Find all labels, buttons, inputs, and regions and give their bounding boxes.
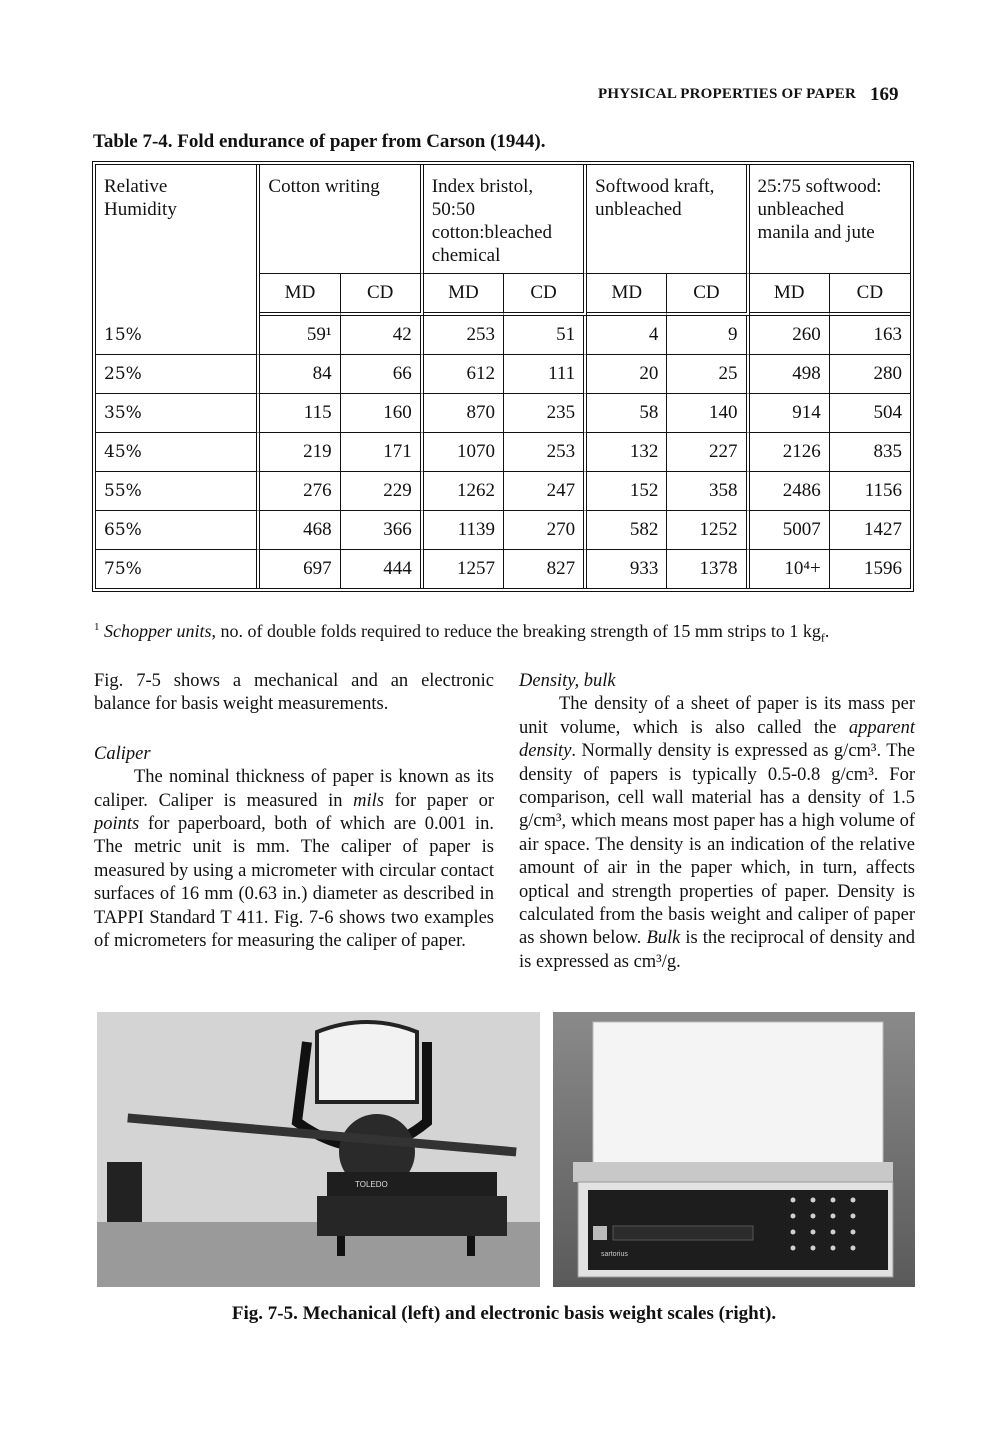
table-cell: 1596 [864, 558, 902, 579]
text-run-italic: Bulk [646, 928, 681, 949]
table-row [96, 472, 910, 511]
group-header-index-bristol: Index bristol, 50:50 cotton:bleached chemical [424, 165, 587, 274]
table-cell: 160 [341, 394, 424, 433]
section-heading-caliper: Caliper [94, 743, 151, 764]
table-cell: 1427 [830, 511, 910, 550]
toledo-label: TOLEDO [355, 1180, 388, 1189]
table-cell: 444 [341, 550, 424, 588]
sartorius-label: sartorius [601, 1251, 628, 1258]
table-cell: 59¹ [260, 316, 340, 355]
paragraph-caliper [94, 766, 494, 953]
text-run: The density of a sheet of paper is its mass per unit volume, which is also called the [519, 694, 915, 738]
table-cell: 1070 [424, 433, 504, 472]
mechanical-scale-illustration [97, 1012, 540, 1287]
row-label: 25% [96, 355, 260, 394]
table-cell: 42 [341, 316, 424, 355]
table-cell: 140 [667, 394, 749, 433]
sub-header: MD [587, 274, 667, 316]
table-cell: 227 [667, 433, 749, 472]
table-cell: 115 [260, 394, 340, 433]
sub-header: MD [260, 274, 340, 316]
text-run: . Normally density is expressed as g/cm³. The density of papers is typically 0.5-0.8 g/cm³. For comparison, cell wall material has a density of 1.5 g/cm³, which means most paper has a high volume of air space. The density is an indication of the relative amount of air in the paper which, in turn, affects optical and strength properties of paper. Density is calculated from the basis weight and caliper of paper as shown below. [519, 741, 915, 949]
table-cell: 247 [504, 472, 587, 511]
table-cell: 2126 [750, 433, 830, 472]
table-cell: 498 [750, 355, 830, 394]
table-cell: 20 [587, 355, 667, 394]
sub-header: CD [341, 274, 424, 316]
table-cell: 260 [750, 316, 830, 355]
table-cell: 5007 [750, 511, 830, 550]
group-header-softwood-manila-jute: 25:75 softwood: unbleached manila and jute [750, 165, 910, 274]
table-cell: 229 [341, 472, 424, 511]
table-row [96, 394, 910, 433]
table-row [96, 355, 910, 394]
table-cell: 366 [341, 511, 424, 550]
table-cell: 58 [587, 394, 667, 433]
table-cell: 827 [504, 550, 587, 588]
row-header-label: Relative Humidity [96, 165, 260, 316]
footnote-marker: 1 [94, 621, 100, 633]
sub-header: MD [424, 274, 504, 316]
table-cell: 280 [830, 355, 910, 394]
text-run: for paperboard, both of which are 0.001 in. The metric unit is mm. The caliper of paper is measured by using a micrometer with circular contact surfaces of 16 mm (0.63 in.) diameter as described in TAPPI Standard T 411. Fig. 7-6 shows two examples of micrometers for measuring the caliper of paper. [94, 814, 494, 952]
table-cell: 4 [587, 316, 667, 355]
table-row [96, 316, 910, 355]
row-label: 35% [96, 394, 260, 433]
table-cell: 132 [587, 433, 667, 472]
table-cell: 914 [750, 394, 830, 433]
table-cell: 51 [504, 316, 587, 355]
group-header-cotton-writing: Cotton writing [260, 165, 423, 274]
table-cell: 219 [260, 433, 340, 472]
table-cell: 1262 [424, 472, 504, 511]
table-cell: 358 [667, 472, 749, 511]
running-head: PHYSICAL PROPERTIES OF PAPER [598, 86, 857, 102]
table-cell: 2486 [750, 472, 830, 511]
table-cell: 835 [830, 433, 910, 472]
table-cell: 25 [667, 355, 749, 394]
text-run-italic: points [94, 814, 140, 835]
row-label: 55% [96, 472, 260, 511]
footnote-end: . [824, 621, 830, 641]
table-row [96, 511, 910, 550]
sub-header: CD [667, 274, 749, 316]
table-footnote [94, 621, 829, 646]
row-label: 45% [96, 433, 260, 472]
table-cell: 84 [260, 355, 340, 394]
row-label: 15% [96, 316, 260, 355]
sub-header: MD [750, 274, 830, 316]
table-cell: 66 [341, 355, 424, 394]
table-cell: 253 [504, 433, 587, 472]
paragraph-density [519, 693, 915, 974]
table-cell: 1378 [667, 550, 749, 588]
table-cell: 1139 [424, 511, 504, 550]
text-run-italic: mils [353, 790, 385, 811]
sub-header: CD [830, 274, 910, 316]
table-cell: 1252 [667, 511, 749, 550]
table-cell: 111 [504, 355, 587, 394]
right-column [519, 670, 915, 974]
table-cell: 1257 [424, 550, 504, 588]
text-run: is the reciprocal of density and is expressed as cm³/g. [519, 928, 915, 972]
row-label: 65% [96, 511, 260, 550]
table-cell: 1156 [830, 472, 910, 511]
table-cell: 276 [260, 472, 340, 511]
table-caption: Table 7-4. Fold endurance of paper from Carson (1944). [93, 131, 546, 152]
table-cell: 171 [341, 433, 424, 472]
text-run-italic: apparent density [519, 717, 915, 762]
table-cell: 253 [424, 316, 504, 355]
left-column [94, 670, 494, 953]
fold-endurance-table [92, 161, 914, 592]
table-cell: 582 [587, 511, 667, 550]
footnote-text: , no. of double folds required to reduce the breaking strength of 15 mm strips to 1 kg [211, 621, 821, 641]
text-run: for paper or [384, 790, 494, 811]
footnote-italic: Schopper units [104, 621, 212, 641]
table-cell: 235 [504, 394, 587, 433]
table-cell: 163 [830, 316, 910, 355]
electronic-scale-illustration [553, 1012, 915, 1287]
paragraph: Fig. 7-5 shows a mechanical and an electronic balance for basis weight measurements. [94, 671, 494, 715]
table-cell: 933 [587, 550, 667, 588]
section-heading-density: Density, bulk [519, 671, 616, 691]
mechanical-scale-photo [97, 1012, 540, 1287]
figure-caption: Fig. 7-5. Mechanical (left) and electronic basis weight scales (right). [231, 1303, 777, 1324]
electronic-scale-photo [553, 1012, 915, 1287]
page-number: 169 [870, 84, 899, 105]
row-label: 75% [96, 550, 260, 588]
group-header-softwood-kraft: Softwood kraft, unbleached [587, 165, 749, 274]
text-run: The nominal thickness of paper is known as its caliper. Caliper is measured in [94, 767, 494, 811]
footnote-sub: f [820, 630, 825, 645]
table-cell: 697 [260, 550, 340, 588]
table-cell: 504 [830, 394, 910, 433]
table-cell: 870 [424, 394, 504, 433]
table-row [96, 550, 910, 588]
table-cell: 270 [504, 511, 587, 550]
table-cell: 612 [424, 355, 504, 394]
table-cell: 10⁴+ [750, 550, 830, 588]
table-cell: 9 [667, 316, 749, 355]
sub-header: CD [504, 274, 587, 316]
table-cell: 468 [260, 511, 340, 550]
table-row [96, 433, 910, 472]
table-cell: 152 [587, 472, 667, 511]
